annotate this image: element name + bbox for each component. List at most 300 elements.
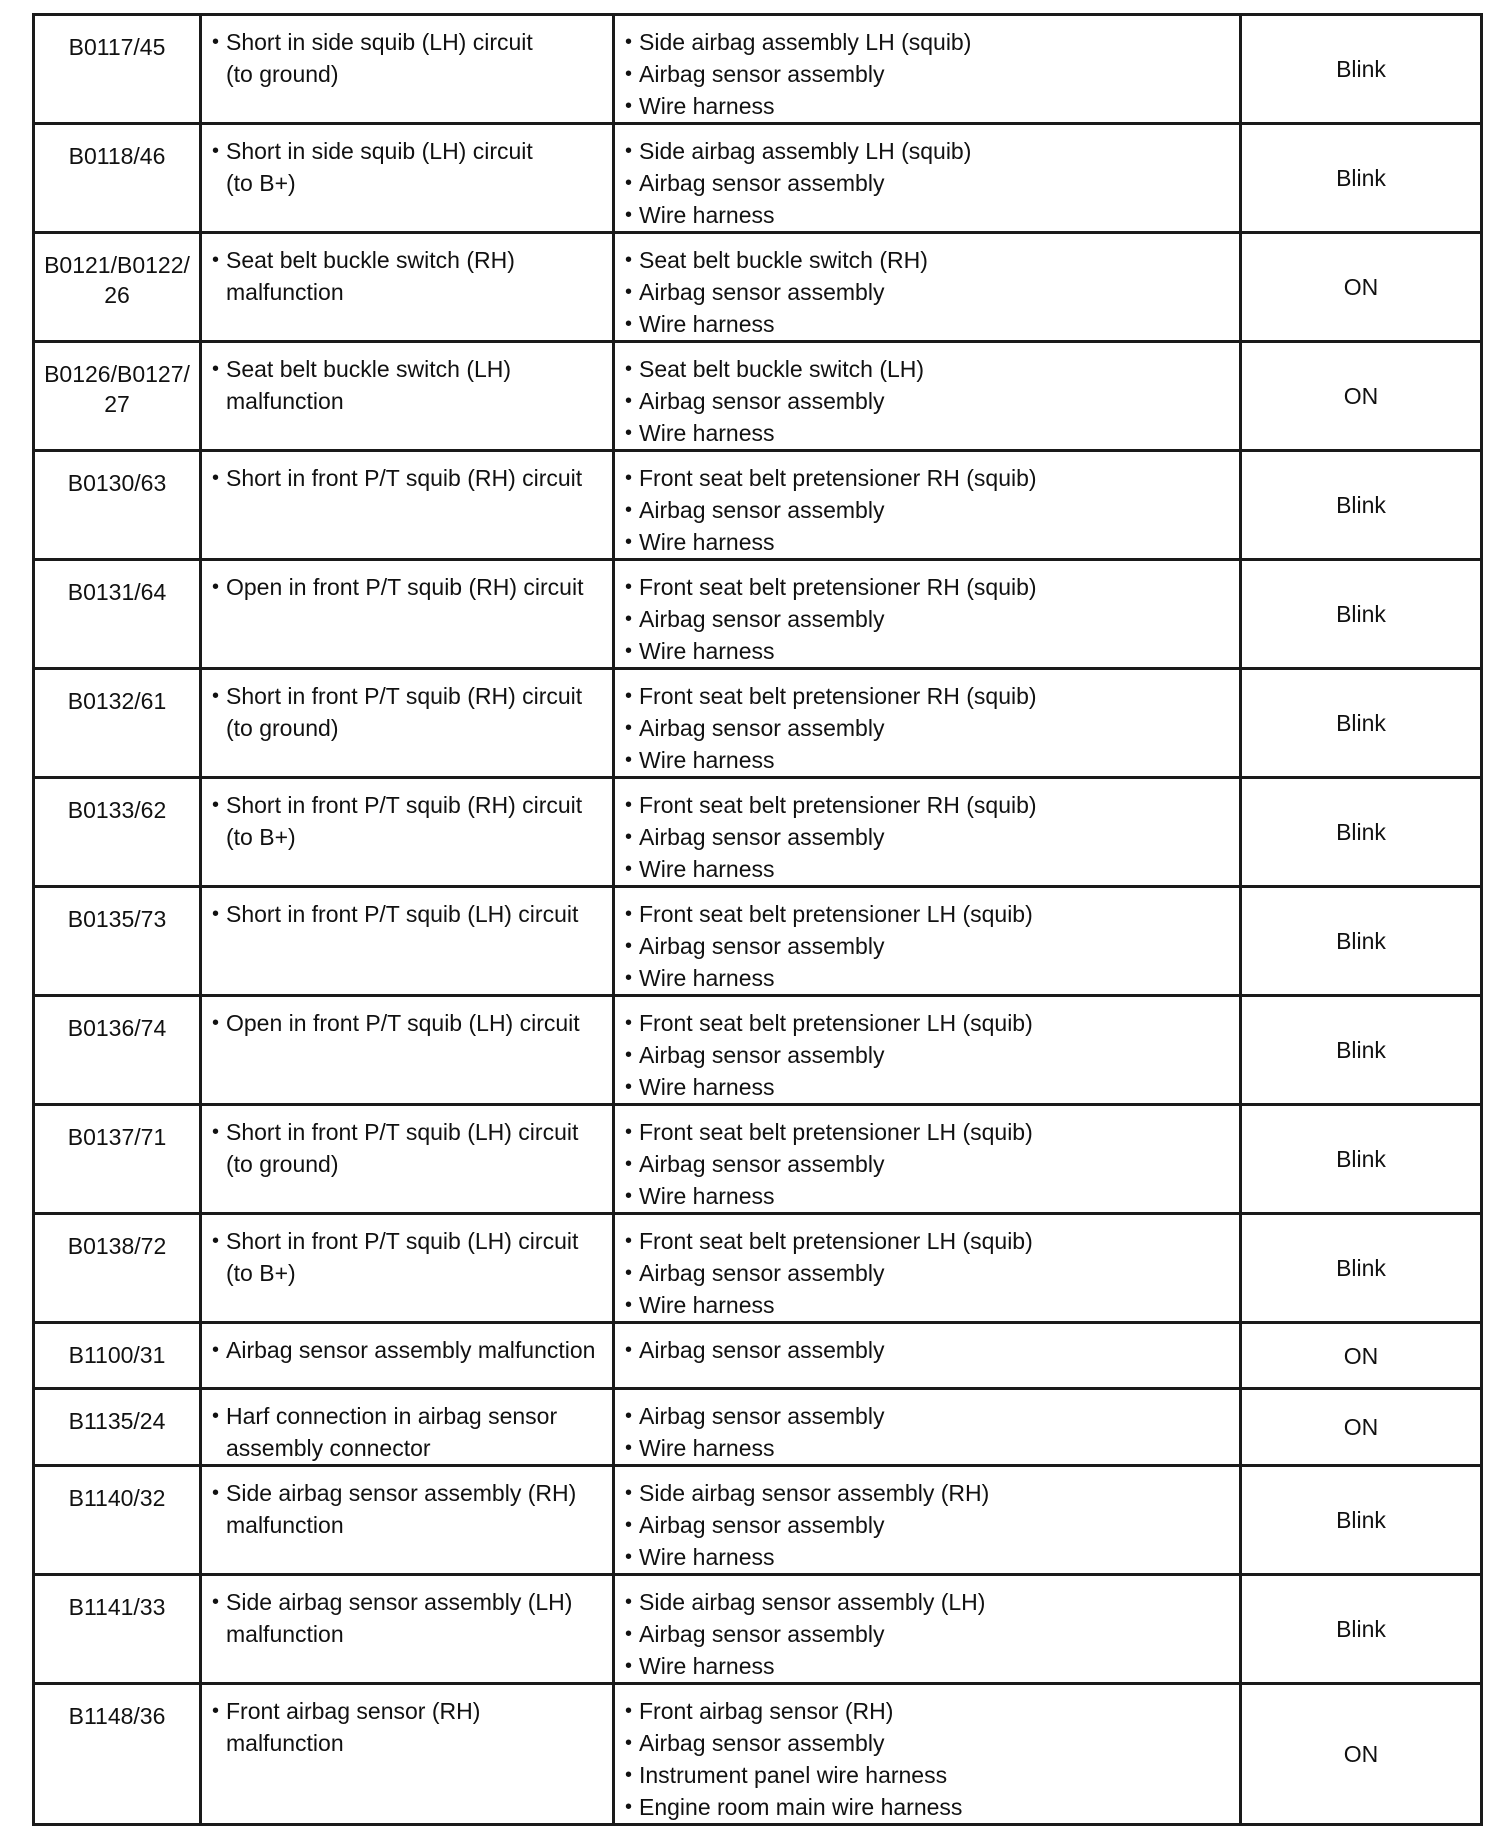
list-item-text: Front seat belt pretensioner RH (squib) (639, 465, 1037, 491)
bullet-icon: • (625, 967, 633, 989)
list-item-text: Wire harness (639, 202, 775, 228)
trouble-area-item (625, 1116, 1231, 1148)
bullet-icon: • (625, 1405, 633, 1427)
problem-cell (201, 778, 614, 887)
bullet-icon: • (625, 531, 633, 553)
dtc-code-cell (34, 1684, 201, 1825)
problem-cell (201, 124, 614, 233)
problem-cell (201, 342, 614, 451)
list-item-text: Wire harness (639, 1544, 775, 1570)
bullet-icon: • (625, 1700, 633, 1722)
trouble-area-cell (614, 996, 1241, 1105)
problem-item (212, 1116, 604, 1180)
list-item-text: Side airbag assembly LH (squib) (639, 138, 972, 164)
dtc-code: B0130/63 (67, 470, 167, 496)
dtc-code-cell (34, 1105, 201, 1214)
trouble-area-cell (614, 1684, 1241, 1825)
list-item-text: Airbag sensor assembly (639, 497, 885, 523)
warning-light-cell (1241, 778, 1482, 887)
list-item-text: Short in front P/T squib (LH) circuit (to ground) (226, 1119, 579, 1177)
problem-cell (201, 15, 614, 124)
bullet-icon: • (625, 1655, 633, 1677)
trouble-area-item (625, 1541, 1231, 1573)
trouble-area-cell (614, 887, 1241, 996)
problem-item (212, 898, 604, 930)
problem-item (212, 1334, 604, 1366)
table-row-16 (34, 1575, 1482, 1684)
problem-cell (201, 887, 614, 996)
trouble-area-item (625, 1400, 1231, 1432)
list-item-text: Engine room main wire harness (639, 1794, 963, 1820)
dtc-code-cell (34, 1214, 201, 1323)
list-item-text: Airbag sensor assembly (639, 606, 885, 632)
trouble-area-item (625, 1727, 1231, 1759)
table-row-1 (34, 15, 1482, 124)
trouble-area-item (625, 744, 1231, 776)
bullet-icon: • (212, 685, 220, 707)
trouble-area-item (625, 199, 1231, 231)
list-item-text: Open in front P/T squib (RH) circuit (226, 574, 584, 600)
bullet-icon: • (212, 1482, 220, 1504)
list-item-text: Side airbag sensor assembly (LH) (639, 1589, 986, 1615)
dtc-code-cell (34, 560, 201, 669)
trouble-area-item (625, 308, 1231, 340)
list-item-text: Wire harness (639, 1653, 775, 1679)
problem-cell (201, 1214, 614, 1323)
table-row-15 (34, 1466, 1482, 1575)
warning-light-status: ON (1343, 1414, 1379, 1440)
bullet-icon: • (212, 31, 220, 53)
trouble-area-item (625, 167, 1231, 199)
list-item-text: Wire harness (639, 1292, 775, 1318)
list-item-text: Wire harness (639, 529, 775, 555)
trouble-area-cell (614, 233, 1241, 342)
list-item-text: Front seat belt pretensioner LH (squib) (639, 1228, 1033, 1254)
trouble-area-item (625, 962, 1231, 994)
warning-light-cell (1241, 233, 1482, 342)
warning-light-cell (1241, 124, 1482, 233)
trouble-area-item (625, 1007, 1231, 1039)
list-item-text: Airbag sensor assembly (639, 715, 885, 741)
trouble-area-cell (614, 342, 1241, 451)
list-item-text: Instrument panel wire harness (639, 1762, 948, 1788)
bullet-icon: • (625, 422, 633, 444)
dtc-code-cell (34, 1466, 201, 1575)
list-item-text: Airbag sensor assembly (639, 933, 885, 959)
dtc-code-cell (34, 996, 201, 1105)
warning-light-status: Blink (1336, 710, 1386, 736)
warning-light-status: ON (1343, 274, 1379, 300)
bullet-icon: • (625, 390, 633, 412)
list-item-text: Wire harness (639, 1183, 775, 1209)
warning-light-status: Blink (1336, 492, 1386, 518)
bullet-icon: • (625, 358, 633, 380)
list-item-text: Wire harness (639, 856, 775, 882)
trouble-area-item (625, 635, 1231, 667)
dtc-code: B0137/71 (67, 1124, 167, 1150)
bullet-icon: • (625, 935, 633, 957)
warning-light-status: Blink (1336, 1616, 1386, 1642)
bullet-icon: • (625, 640, 633, 662)
list-item-text: Seat belt buckle switch (LH) malfunction (226, 356, 512, 414)
bullet-icon: • (212, 576, 220, 598)
table-row-12 (34, 1214, 1482, 1323)
trouble-area-item (625, 462, 1231, 494)
trouble-area-item (625, 1759, 1231, 1791)
table-row-3 (34, 233, 1482, 342)
warning-light-cell (1241, 451, 1482, 560)
dtc-table (32, 13, 1483, 1826)
trouble-area-item (625, 1477, 1231, 1509)
list-item-text: Wire harness (639, 1074, 775, 1100)
bullet-icon: • (625, 467, 633, 489)
bullet-icon: • (625, 1514, 633, 1536)
list-item-text: Wire harness (639, 93, 775, 119)
bullet-icon: • (625, 1121, 633, 1143)
list-item-text: Airbag sensor assembly (639, 1042, 885, 1068)
trouble-area-item (625, 1618, 1231, 1650)
bullet-icon: • (625, 1230, 633, 1252)
trouble-area-item (625, 1180, 1231, 1212)
warning-light-cell (1241, 996, 1482, 1105)
dtc-code: B0117/45 (68, 34, 166, 60)
problem-item (212, 1477, 604, 1541)
bullet-icon: • (625, 1076, 633, 1098)
dtc-code-cell (34, 342, 201, 451)
bullet-icon: • (625, 1732, 633, 1754)
list-item-text: Airbag sensor assembly (639, 388, 885, 414)
problem-item (212, 1586, 604, 1650)
dtc-code: B0133/62 (67, 797, 167, 823)
bullet-icon: • (625, 1262, 633, 1284)
list-item-text: Side airbag sensor assembly (LH) malfunction (226, 1589, 573, 1647)
trouble-area-item (625, 680, 1231, 712)
problem-cell (201, 451, 614, 560)
bullet-icon: • (212, 903, 220, 925)
table-row-10 (34, 996, 1482, 1105)
bullet-icon: • (625, 1153, 633, 1175)
list-item-text: Short in front P/T squib (RH) circuit (226, 465, 583, 491)
problem-item (212, 26, 604, 90)
table-row-9 (34, 887, 1482, 996)
list-item-text: Front seat belt pretensioner RH (squib) (639, 683, 1037, 709)
bullet-icon: • (625, 1012, 633, 1034)
table-row-2 (34, 124, 1482, 233)
trouble-area-cell (614, 1323, 1241, 1389)
bullet-icon: • (212, 794, 220, 816)
list-item-text: Airbag sensor assembly (639, 1403, 885, 1429)
problem-cell (201, 996, 614, 1105)
table-row-17 (34, 1684, 1482, 1825)
bullet-icon: • (625, 172, 633, 194)
dtc-code-cell (34, 451, 201, 560)
problem-cell (201, 1105, 614, 1214)
list-item-text: Side airbag sensor assembly (RH) malfunction (226, 1480, 577, 1538)
warning-light-status: Blink (1336, 165, 1386, 191)
trouble-area-item (625, 1148, 1231, 1180)
problem-item (212, 571, 604, 603)
problem-cell (201, 1575, 614, 1684)
problem-cell (201, 1389, 614, 1466)
list-item-text: Wire harness (639, 420, 775, 446)
bullet-icon: • (625, 1546, 633, 1568)
dtc-code-cell (34, 233, 201, 342)
list-item-text: Airbag sensor assembly (639, 1337, 885, 1363)
list-item-text: Wire harness (639, 747, 775, 773)
trouble-area-item (625, 1650, 1231, 1682)
warning-light-status: Blink (1336, 1507, 1386, 1533)
problem-item (212, 789, 604, 853)
dtc-code: B0131/64 (67, 579, 167, 605)
list-item-text: Front seat belt pretensioner LH (squib) (639, 901, 1033, 927)
trouble-area-item (625, 90, 1231, 122)
problem-item (212, 1400, 604, 1464)
bullet-icon: • (625, 1764, 633, 1786)
problem-item (212, 1695, 604, 1759)
dtc-table-body (34, 15, 1482, 1825)
dtc-code-cell (34, 1389, 201, 1466)
trouble-area-item (625, 26, 1231, 58)
dtc-code-cell (34, 887, 201, 996)
list-item-text: Front airbag sensor (RH) malfunction (226, 1698, 481, 1756)
problem-item (212, 1225, 604, 1289)
trouble-area-item (625, 1432, 1231, 1464)
bullet-icon: • (212, 1700, 220, 1722)
warning-light-cell (1241, 669, 1482, 778)
trouble-area-item (625, 821, 1231, 853)
trouble-area-item (625, 385, 1231, 417)
dtc-code: B0121/B0122/ 26 (44, 252, 190, 308)
trouble-area-item (625, 789, 1231, 821)
warning-light-status: ON (1343, 383, 1379, 409)
bullet-icon: • (625, 903, 633, 925)
dtc-code: B0118/46 (68, 143, 166, 169)
trouble-area-item (625, 712, 1231, 744)
trouble-area-item (625, 1225, 1231, 1257)
list-item-text: Short in front P/T squib (LH) circuit (to B+) (226, 1228, 579, 1286)
trouble-area-cell (614, 124, 1241, 233)
bullet-icon: • (212, 249, 220, 271)
list-item-text: Airbag sensor assembly (639, 170, 885, 196)
bullet-icon: • (625, 1044, 633, 1066)
trouble-area-item (625, 1791, 1231, 1823)
warning-light-cell (1241, 887, 1482, 996)
problem-cell (201, 669, 614, 778)
list-item-text: Short in front P/T squib (RH) circuit (to ground) (226, 683, 583, 741)
warning-light-cell (1241, 1389, 1482, 1466)
trouble-area-item (625, 1071, 1231, 1103)
dtc-code-cell (34, 778, 201, 887)
bullet-icon: • (625, 1294, 633, 1316)
bullet-icon: • (625, 313, 633, 335)
dtc-code-cell (34, 1323, 201, 1389)
dtc-code: B0138/72 (67, 1233, 167, 1259)
bullet-icon: • (625, 717, 633, 739)
list-item-text: Front airbag sensor (RH) (639, 1698, 894, 1724)
trouble-area-cell (614, 451, 1241, 560)
bullet-icon: • (625, 204, 633, 226)
list-item-text: Airbag sensor assembly (639, 1730, 885, 1756)
bullet-icon: • (625, 794, 633, 816)
problem-cell (201, 560, 614, 669)
bullet-icon: • (625, 858, 633, 880)
bullet-icon: • (625, 281, 633, 303)
warning-light-status: Blink (1336, 928, 1386, 954)
trouble-area-cell (614, 778, 1241, 887)
trouble-area-item (625, 526, 1231, 558)
list-item-text: Short in front P/T squib (LH) circuit (226, 901, 579, 927)
list-item-text: Airbag sensor assembly malfunction (226, 1337, 596, 1363)
list-item-text: Wire harness (639, 1435, 775, 1461)
trouble-area-item (625, 244, 1231, 276)
bullet-icon: • (212, 1012, 220, 1034)
bullet-icon: • (212, 1230, 220, 1252)
problem-item (212, 353, 604, 417)
list-item-text: Front seat belt pretensioner LH (squib) (639, 1010, 1033, 1036)
trouble-area-cell (614, 560, 1241, 669)
dtc-code: B0136/74 (67, 1015, 167, 1041)
list-item-text: Seat belt buckle switch (RH) (639, 247, 928, 273)
warning-light-status: ON (1343, 1741, 1379, 1767)
bullet-icon: • (625, 499, 633, 521)
dtc-code: B1141/33 (68, 1594, 166, 1620)
trouble-area-item (625, 1695, 1231, 1727)
list-item-text: Side airbag assembly LH (squib) (639, 29, 972, 55)
dtc-code: B1148/36 (68, 1703, 166, 1729)
bullet-icon: • (212, 1339, 220, 1361)
warning-light-cell (1241, 1323, 1482, 1389)
list-item-text: Harf connection in airbag sensor assembly connector (226, 1403, 558, 1461)
bullet-icon: • (625, 685, 633, 707)
trouble-area-item (625, 1509, 1231, 1541)
trouble-area-item (625, 1257, 1231, 1289)
dtc-code: B1140/32 (68, 1485, 166, 1511)
list-item-text: Airbag sensor assembly (639, 1151, 885, 1177)
bullet-icon: • (625, 249, 633, 271)
problem-cell (201, 1684, 614, 1825)
warning-light-cell (1241, 342, 1482, 451)
list-item-text: Airbag sensor assembly (639, 1621, 885, 1647)
bullet-icon: • (625, 1185, 633, 1207)
trouble-area-item (625, 1334, 1231, 1366)
table-row-7 (34, 669, 1482, 778)
dtc-code-cell (34, 124, 201, 233)
warning-light-cell (1241, 560, 1482, 669)
table-row-4 (34, 342, 1482, 451)
list-item-text: Wire harness (639, 965, 775, 991)
bullet-icon: • (212, 1591, 220, 1613)
table-row-13 (34, 1323, 1482, 1389)
bullet-icon: • (625, 1796, 633, 1818)
trouble-area-item (625, 898, 1231, 930)
problem-cell (201, 1323, 614, 1389)
warning-light-cell (1241, 15, 1482, 124)
bullet-icon: • (212, 1121, 220, 1143)
dtc-code: B0126/B0127/ 27 (44, 361, 190, 417)
list-item-text: Seat belt buckle switch (RH) malfunction (226, 247, 515, 305)
bullet-icon: • (625, 1339, 633, 1361)
trouble-area-item (625, 853, 1231, 885)
list-item-text: Open in front P/T squib (LH) circuit (226, 1010, 580, 1036)
list-item-text: Short in side squib (LH) circuit (to ground) (226, 29, 533, 87)
list-item-text: Wire harness (639, 311, 775, 337)
warning-light-cell (1241, 1684, 1482, 1825)
trouble-area-item (625, 276, 1231, 308)
trouble-area-item (625, 353, 1231, 385)
warning-light-cell (1241, 1105, 1482, 1214)
bullet-icon: • (625, 749, 633, 771)
warning-light-status: ON (1343, 1342, 1379, 1369)
trouble-area-cell (614, 1575, 1241, 1684)
bullet-icon: • (625, 63, 633, 85)
list-item-text: Airbag sensor assembly (639, 824, 885, 850)
bullet-icon: • (625, 576, 633, 598)
bullet-icon: • (625, 31, 633, 53)
trouble-area-cell (614, 15, 1241, 124)
dtc-code-cell (34, 15, 201, 124)
warning-light-cell (1241, 1466, 1482, 1575)
list-item-text: Wire harness (639, 638, 775, 664)
dtc-code: B0132/61 (67, 688, 167, 714)
warning-light-status: Blink (1336, 601, 1386, 627)
bullet-icon: • (625, 1623, 633, 1645)
bullet-icon: • (625, 608, 633, 630)
dtc-code: B1100/31 (68, 1342, 166, 1368)
table-row-8 (34, 778, 1482, 887)
trouble-area-cell (614, 1105, 1241, 1214)
trouble-area-item (625, 571, 1231, 603)
table-row-5 (34, 451, 1482, 560)
dtc-code: B1135/24 (68, 1408, 166, 1434)
list-item-text: Short in front P/T squib (RH) circuit (to B+) (226, 792, 583, 850)
table-row-6 (34, 560, 1482, 669)
bullet-icon: • (212, 358, 220, 380)
trouble-area-cell (614, 1389, 1241, 1466)
bullet-icon: • (625, 1591, 633, 1613)
warning-light-status: Blink (1336, 1255, 1386, 1281)
list-item-text: Seat belt buckle switch (LH) (639, 356, 925, 382)
problem-item (212, 244, 604, 308)
trouble-area-item (625, 1586, 1231, 1618)
problem-item (212, 1007, 604, 1039)
table-row-11 (34, 1105, 1482, 1214)
trouble-area-item (625, 417, 1231, 449)
list-item-text: Front seat belt pretensioner RH (squib) (639, 574, 1037, 600)
dtc-code-cell (34, 1575, 201, 1684)
list-item-text: Front seat belt pretensioner RH (squib) (639, 792, 1037, 818)
warning-light-status: Blink (1336, 56, 1386, 82)
list-item-text: Airbag sensor assembly (639, 279, 885, 305)
list-item-text: Airbag sensor assembly (639, 61, 885, 87)
trouble-area-item (625, 1039, 1231, 1071)
bullet-icon: • (212, 467, 220, 489)
trouble-area-cell (614, 1466, 1241, 1575)
problem-item (212, 135, 604, 199)
trouble-area-item (625, 58, 1231, 90)
problem-item (212, 462, 604, 494)
list-item-text: Airbag sensor assembly (639, 1512, 885, 1538)
table-row-14 (34, 1389, 1482, 1466)
trouble-area-item (625, 603, 1231, 635)
trouble-area-item (625, 930, 1231, 962)
bullet-icon: • (212, 1405, 220, 1427)
trouble-area-item (625, 494, 1231, 526)
warning-light-status: Blink (1336, 1037, 1386, 1063)
list-item-text: Side airbag sensor assembly (RH) (639, 1480, 990, 1506)
list-item-text: Airbag sensor assembly (639, 1260, 885, 1286)
dtc-code-cell (34, 669, 201, 778)
warning-light-cell (1241, 1214, 1482, 1323)
